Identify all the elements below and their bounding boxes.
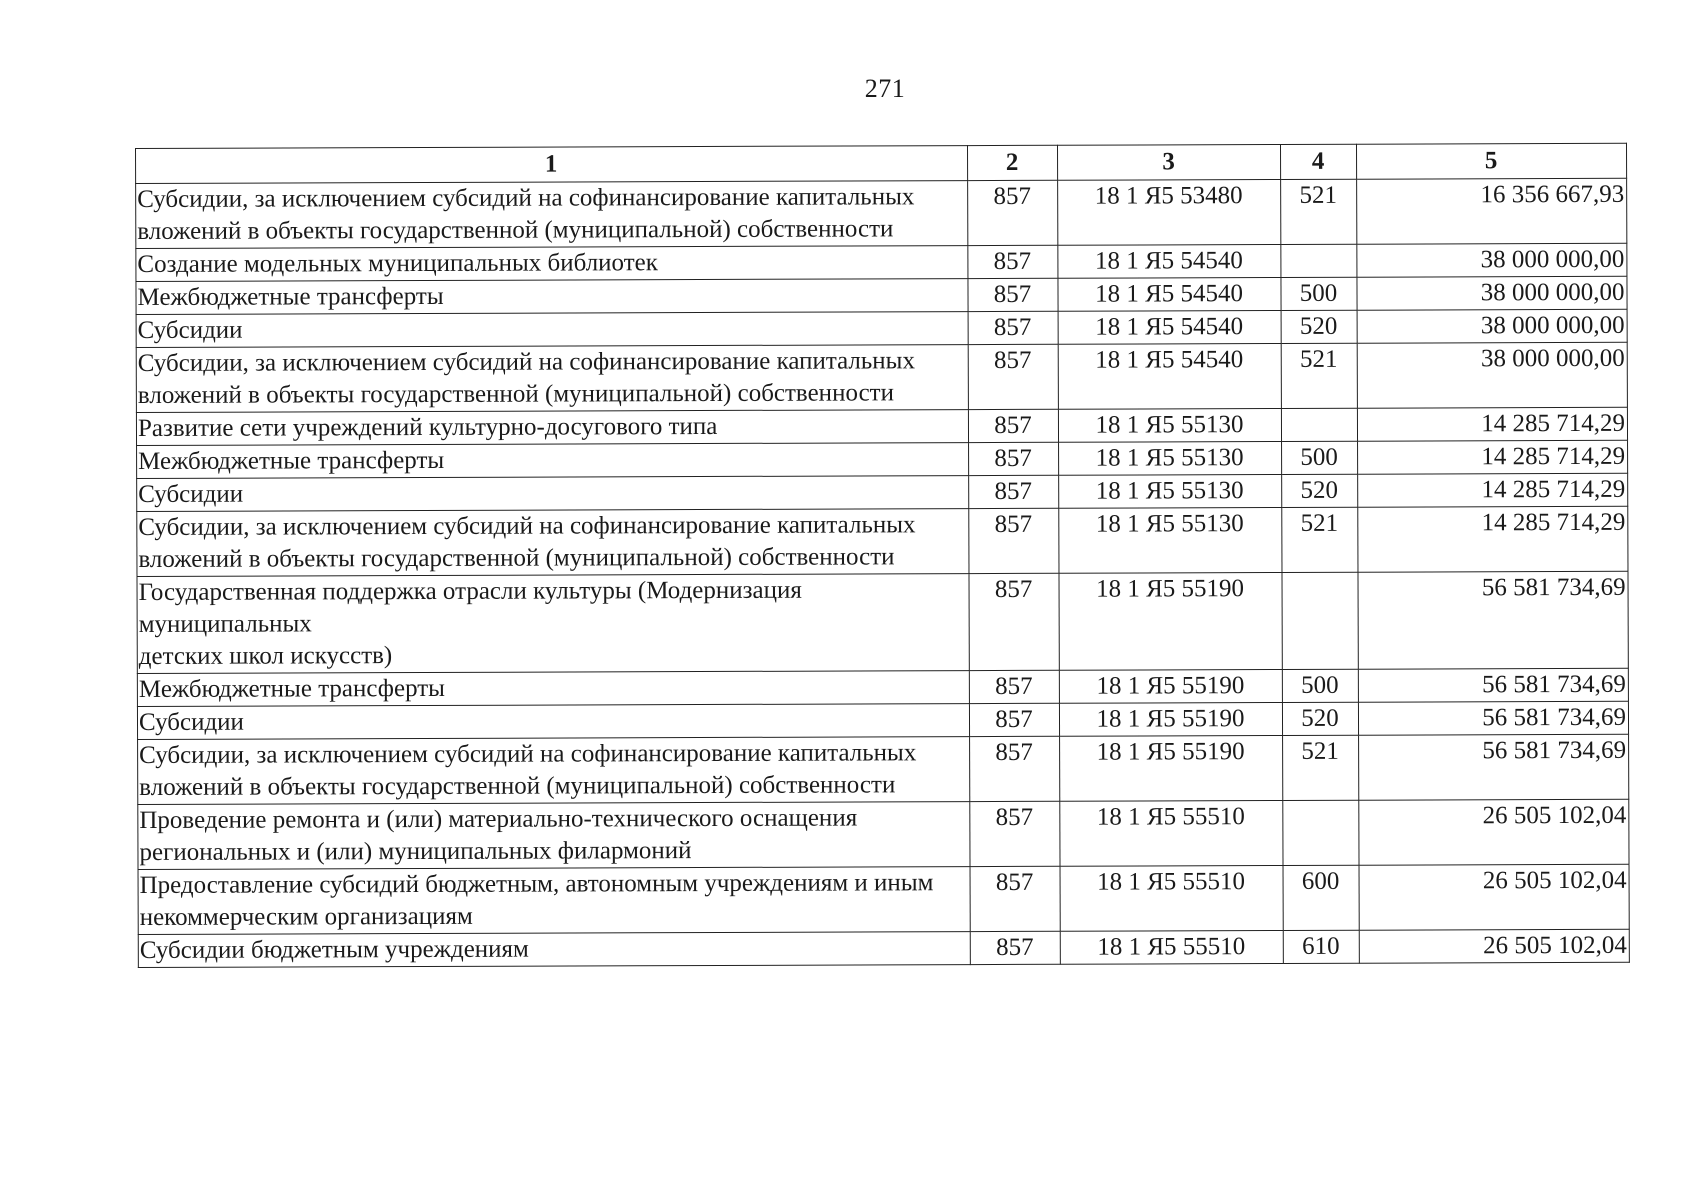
- col-header-2: 2: [967, 145, 1057, 180]
- item-amount: 38 000 000,00: [1357, 243, 1627, 277]
- item-name: Субсидии, за исключением субсидий на софинансирование капитальных вложений в объекты государственной (муниципальной) собственности: [136, 345, 968, 413]
- table-row: [137, 473, 1628, 511]
- item-expense-type: 520: [1282, 474, 1358, 507]
- item-target-code: 18 1 Я5 54540: [1058, 278, 1281, 312]
- table-row: [136, 178, 1627, 248]
- item-amount: 56 581 734,69: [1358, 701, 1628, 735]
- item-grbs-code: 857: [969, 508, 1059, 573]
- item-grbs-code: 857: [969, 703, 1059, 736]
- item-name: Субсидии, за исключением субсидий на софинансирование капитальных вложений в объекты государственной (муниципальной) собственности: [136, 181, 968, 249]
- table-row: [137, 668, 1628, 706]
- item-amount: 56 581 734,69: [1359, 734, 1629, 800]
- item-target-code: 18 1 Я5 55130: [1059, 507, 1282, 573]
- item-grbs-code: 857: [969, 442, 1059, 475]
- item-amount: 56 581 734,69: [1358, 668, 1628, 702]
- item-name: Государственная поддержка отрасли культуры (Модернизация муниципальных детских школ искусств): [137, 574, 969, 674]
- item-expense-type: 500: [1282, 441, 1358, 474]
- item-expense-type: 521: [1281, 343, 1357, 408]
- item-expense-type: 610: [1283, 930, 1359, 963]
- item-name: Субсидии бюджетным учреждениям: [138, 932, 970, 968]
- item-target-code: 18 1 Я5 54540: [1058, 344, 1281, 410]
- col-header-1: 1: [136, 146, 968, 184]
- item-grbs-code: 857: [970, 736, 1060, 801]
- item-amount: 26 505 102,04: [1359, 799, 1629, 865]
- item-expense-type: 521: [1281, 179, 1357, 244]
- table-row: [136, 407, 1627, 445]
- item-grbs-code: 857: [968, 409, 1058, 442]
- item-grbs-code: 857: [969, 670, 1059, 703]
- item-grbs-code: 857: [968, 344, 1058, 409]
- item-name: Межбюджетные трансферты: [137, 671, 969, 707]
- item-target-code: 18 1 Я5 54540: [1058, 311, 1281, 345]
- item-grbs-code: 857: [970, 866, 1060, 931]
- item-amount: 16 356 667,93: [1357, 178, 1627, 244]
- table-row: [138, 799, 1629, 869]
- header-row: [136, 143, 1627, 183]
- item-expense-type: [1282, 572, 1358, 669]
- item-name: Предоставление субсидий бюджетным, автономным учреждениям и иным некоммерческим организациям: [138, 867, 970, 935]
- item-name: Субсидии, за исключением субсидий на софинансирование капитальных вложений в объекты государственной (муниципальной) собственности: [138, 737, 970, 805]
- item-amount: 26 505 102,04: [1359, 864, 1629, 930]
- item-name: Субсидии: [137, 476, 969, 512]
- table-row: [137, 506, 1628, 576]
- item-amount: 14 285 714,29: [1357, 407, 1627, 441]
- item-amount: 14 285 714,29: [1358, 473, 1628, 507]
- item-expense-type: 521: [1282, 507, 1358, 572]
- item-grbs-code: 857: [968, 180, 1058, 245]
- table-row: [137, 571, 1628, 673]
- item-amount: 26 505 102,04: [1359, 929, 1629, 963]
- col-header-3: 3: [1057, 145, 1280, 181]
- table-row: [137, 701, 1628, 739]
- col-header-4: 4: [1280, 144, 1356, 179]
- item-expense-type: [1281, 244, 1357, 277]
- item-name: Межбюджетные трансферты: [137, 443, 969, 479]
- item-target-code: 18 1 Я5 55130: [1058, 408, 1281, 442]
- item-amount: 38 000 000,00: [1357, 309, 1627, 343]
- item-target-code: 18 1 Я5 55510: [1060, 800, 1283, 866]
- item-expense-type: 600: [1283, 865, 1359, 930]
- table-row: [136, 243, 1627, 281]
- table-row: [136, 342, 1627, 412]
- item-target-code: 18 1 Я5 55130: [1059, 441, 1282, 475]
- col-header-5: 5: [1356, 143, 1626, 179]
- item-grbs-code: 857: [968, 245, 1058, 278]
- item-amount: 38 000 000,00: [1357, 342, 1627, 408]
- item-name: Проведение ремонта и (или) материально-технического оснащения региональных и (или) муниципальных филармоний: [138, 802, 970, 870]
- table-row: [137, 440, 1628, 478]
- item-grbs-code: 857: [968, 311, 1058, 344]
- item-target-code: 18 1 Я5 55190: [1060, 735, 1283, 801]
- item-target-code: 18 1 Я5 55190: [1059, 702, 1282, 736]
- item-grbs-code: 857: [969, 573, 1059, 670]
- item-grbs-code: 857: [968, 278, 1058, 311]
- table-row: [138, 734, 1629, 804]
- item-amount: 14 285 714,29: [1358, 440, 1628, 474]
- item-expense-type: 520: [1281, 310, 1357, 343]
- table-row: [138, 929, 1629, 967]
- item-name: Субсидии: [136, 312, 968, 348]
- table-row: [136, 309, 1627, 347]
- item-expense-type: [1281, 408, 1357, 441]
- item-target-code: 18 1 Я5 55130: [1059, 474, 1282, 508]
- item-grbs-code: 857: [970, 801, 1060, 866]
- item-target-code: 18 1 Я5 54540: [1058, 245, 1281, 279]
- page-number: 271: [864, 74, 906, 103]
- item-expense-type: 500: [1282, 669, 1358, 702]
- item-name: Создание модельных муниципальных библиотек: [136, 246, 968, 282]
- item-target-code: 18 1 Я5 55510: [1060, 930, 1283, 964]
- table-row: [136, 276, 1627, 314]
- item-grbs-code: 857: [969, 475, 1059, 508]
- item-amount: 56 581 734,69: [1358, 571, 1628, 669]
- item-target-code: 18 1 Я5 53480: [1058, 180, 1281, 246]
- table-row: [138, 864, 1629, 934]
- item-name: Развитие сети учреждений культурно-досугового типа: [136, 410, 968, 446]
- item-target-code: 18 1 Я5 55190: [1059, 572, 1282, 670]
- item-expense-type: 521: [1283, 735, 1359, 800]
- item-expense-type: [1283, 800, 1359, 865]
- item-grbs-code: 857: [970, 931, 1060, 964]
- item-expense-type: 520: [1282, 702, 1358, 735]
- budget-table: [135, 143, 1630, 968]
- item-expense-type: 500: [1281, 277, 1357, 310]
- item-name: Субсидии: [137, 704, 969, 740]
- item-amount: 14 285 714,29: [1358, 506, 1628, 572]
- item-amount: 38 000 000,00: [1357, 276, 1627, 310]
- item-target-code: 18 1 Я5 55190: [1059, 669, 1282, 703]
- item-target-code: 18 1 Я5 55510: [1060, 865, 1283, 931]
- item-name: Межбюджетные трансферты: [136, 279, 968, 315]
- item-name: Субсидии, за исключением субсидий на софинансирование капитальных вложений в объекты государственной (муниципальной) собственности: [137, 509, 969, 577]
